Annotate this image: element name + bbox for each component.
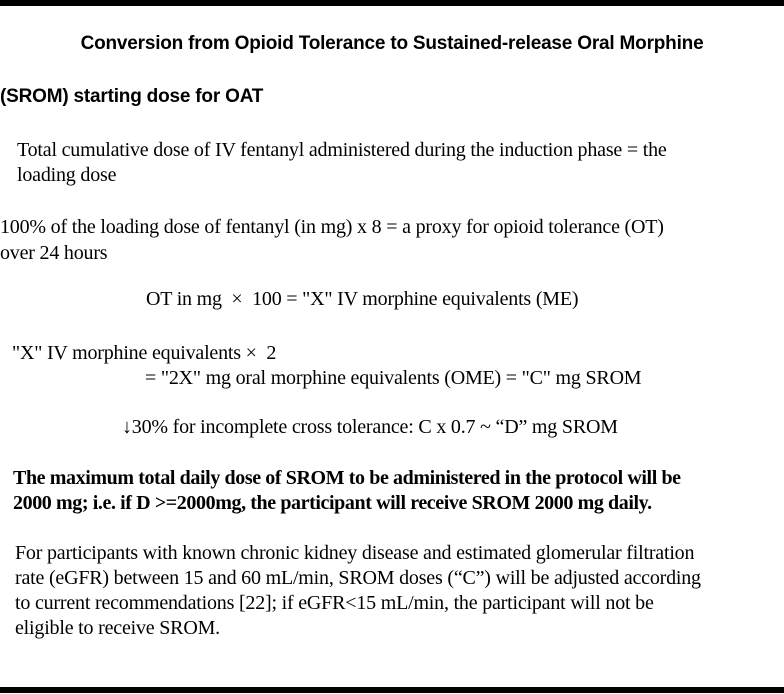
cross-tolerance-line: ↓30% for incomplete cross tolerance: C x 0.7 ~ “D” mg SROM	[122, 416, 618, 438]
ot-formula-line: OT in mg × 100 = "X" IV morphine equivalents (ME)	[146, 288, 579, 310]
egfr-adjustment-line-2: rate (eGFR) between 15 and 60 mL/min, SROM doses (“C”) will be adjusted according	[15, 567, 701, 589]
x-formula-line-1: "X" IV morphine equivalents × 2	[12, 342, 277, 364]
x-formula-line-2: = "2X" mg oral morphine equivalents (OME) = "C" mg SROM	[145, 367, 642, 389]
egfr-adjustment-line-3: to current recommendations [22]; if eGFR<15 mL/min, the participant will not be	[15, 592, 654, 614]
max-dose-line-2: 2000 mg; i.e. if D >=2000mg, the participant will receive SROM 2000 mg daily.	[13, 492, 652, 514]
proxy-tolerance-line-2: over 24 hours	[0, 242, 108, 264]
bottom-rule	[0, 687, 784, 693]
max-dose-line-1: The maximum total daily dose of SROM to be administered in the protocol will be	[13, 467, 681, 489]
top-rule	[0, 0, 784, 6]
proxy-tolerance-line-1: 100% of the loading dose of fentanyl (in mg) x 8 = a proxy for opioid tolerance (OT)	[0, 216, 664, 238]
table-title-line-1: Conversion from Opioid Tolerance to Sustained-release Oral Morphine	[80, 33, 704, 54]
egfr-adjustment-line-1: For participants with known chronic kidney disease and estimated glomerular filtration	[15, 542, 695, 564]
loading-dose-line-2: loading dose	[17, 164, 117, 186]
table-title-line-2: (SROM) starting dose for OAT	[0, 86, 264, 107]
egfr-adjustment-line-4: eligible to receive SROM.	[15, 617, 220, 639]
loading-dose-line-1: Total cumulative dose of IV fentanyl administered during the induction phase = the	[17, 139, 667, 161]
